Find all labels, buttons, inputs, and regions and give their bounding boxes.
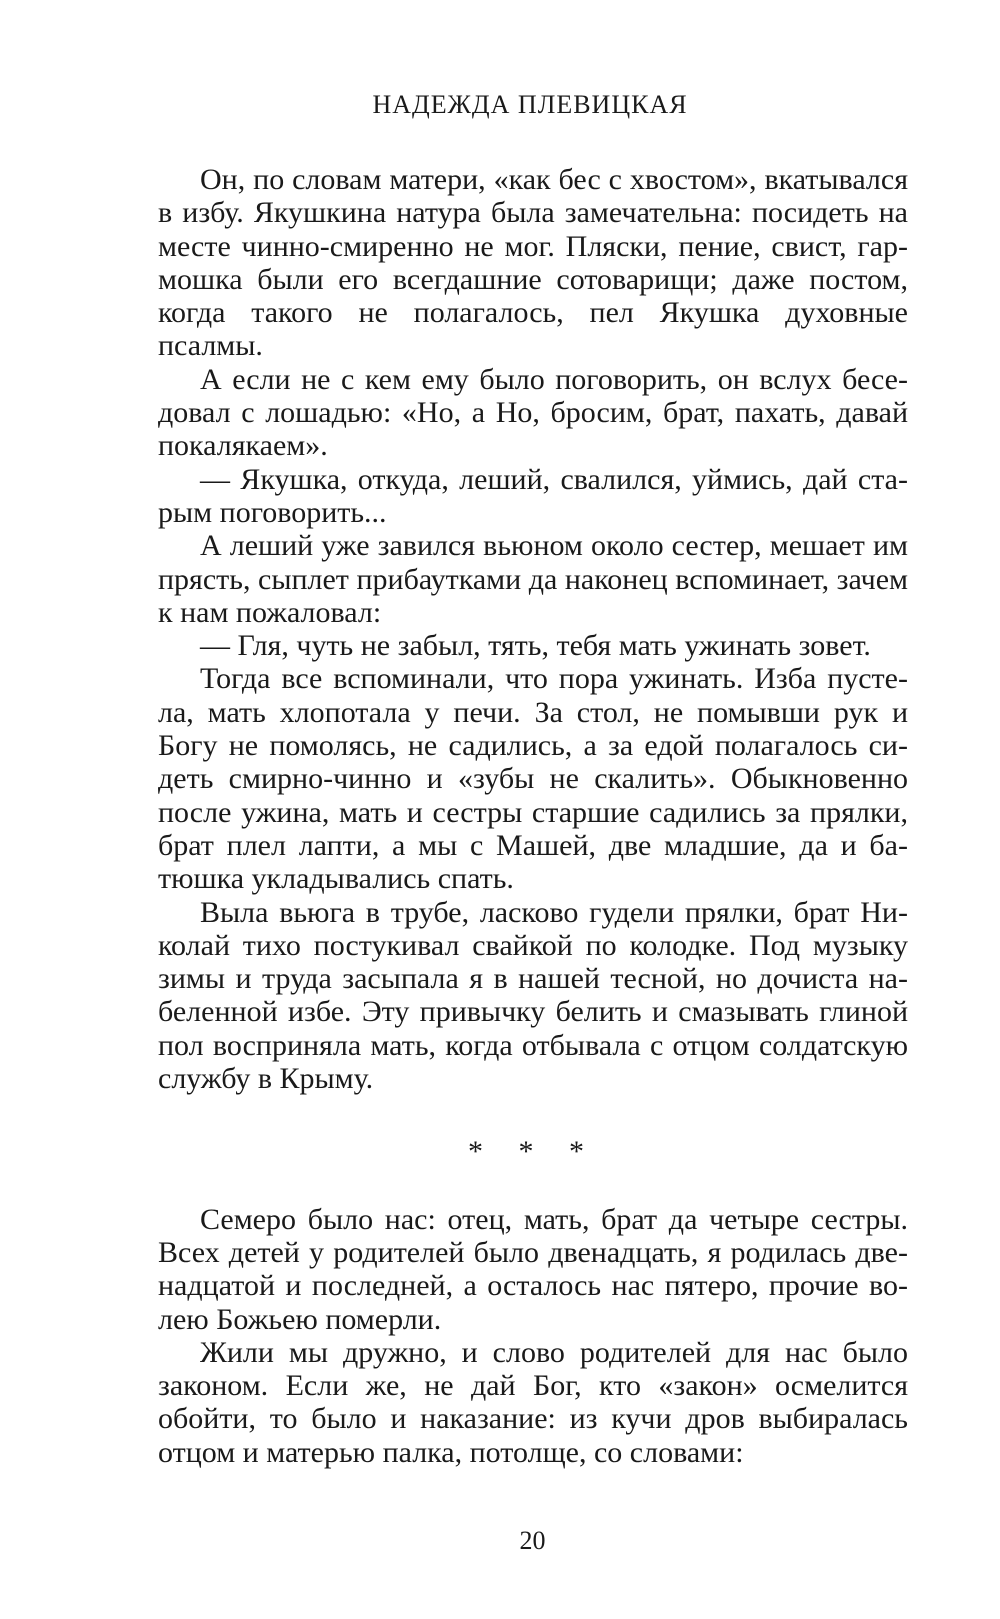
paragraph: А леший уже завился вьюном около сестер, мешает им прясть, сыплет прибаутками да наконец вспоминает, зачем к нам пожаловал: [158, 529, 908, 629]
body-text [158, 163, 908, 1469]
paragraph: Тогда все вспоминали, что пора ужинать. Изба пустела, мать хлопотала у печи. За стол, не помывши рук и Богу не помолясь, не садились, а за едой полагалось сидеть смирно-чинно и «зубы не скалить». Обыкновенно после ужина, мать и сестры старшие садились за прялки, брат плел лапти, а мы с Машей, две младшие, да и батюшка укладывались спать. [158, 662, 908, 896]
section-break: * * * [468, 1135, 598, 1169]
paragraph: — Гля, чуть не забыл, тять, тебя мать ужинать зовет. [200, 629, 871, 663]
paragraph: Семеро было нас: отец, мать, брат да четыре сестры. Всех детей у родителей было двенадцать, я родилась двенадцатой и последней, а осталось нас пятеро, прочие волею Божьею померли. [158, 1202, 908, 1336]
paragraph: Выла вьюга в трубе, ласково гудели прялки, брат Николай тихо постукивал свайкой по колодке. Под музыку зимы и труда засыпала я в нашей тесной, но дочиста набеленной избе. Эту привычку белить и смазывать глиной пол восприняла мать, когда отбывала с отцом солдатскую службу в Крыму. [158, 895, 908, 1096]
paragraph: Он, по словам матери, «как бес с хвостом», вкатывался в избу. Якушкина натура была замечательна: посидеть на месте чинно-смиренно не мог. Пляски, пение, свист, гармошка были его всегдашние сотоварищи; даже постом, когда такого не полагалось, пел Якушка духовные псалмы. [158, 163, 908, 363]
page-number: 20 [519, 1526, 546, 1555]
paragraph: А если не с кем ему было поговорить, он вслух беседовал с лошадью: «Но, а Но, бросим, брат, пахать, давай покалякаем». [158, 362, 908, 463]
paragraph: — Якушка, откуда, леший, свалился, уймись, дай старым поговорить... [158, 462, 908, 529]
paragraph: Жили мы дружно, и слово родителей для нас было законом. Если же, не дай Бог, кто «закон» осмелится обойти, то было и наказание: из кучи дров выбиралась отцом и матерью палка, потолще, со словами: [158, 1335, 908, 1469]
running-head: НАДЕЖДА ПЛЕВИЦКАЯ [372, 90, 688, 119]
